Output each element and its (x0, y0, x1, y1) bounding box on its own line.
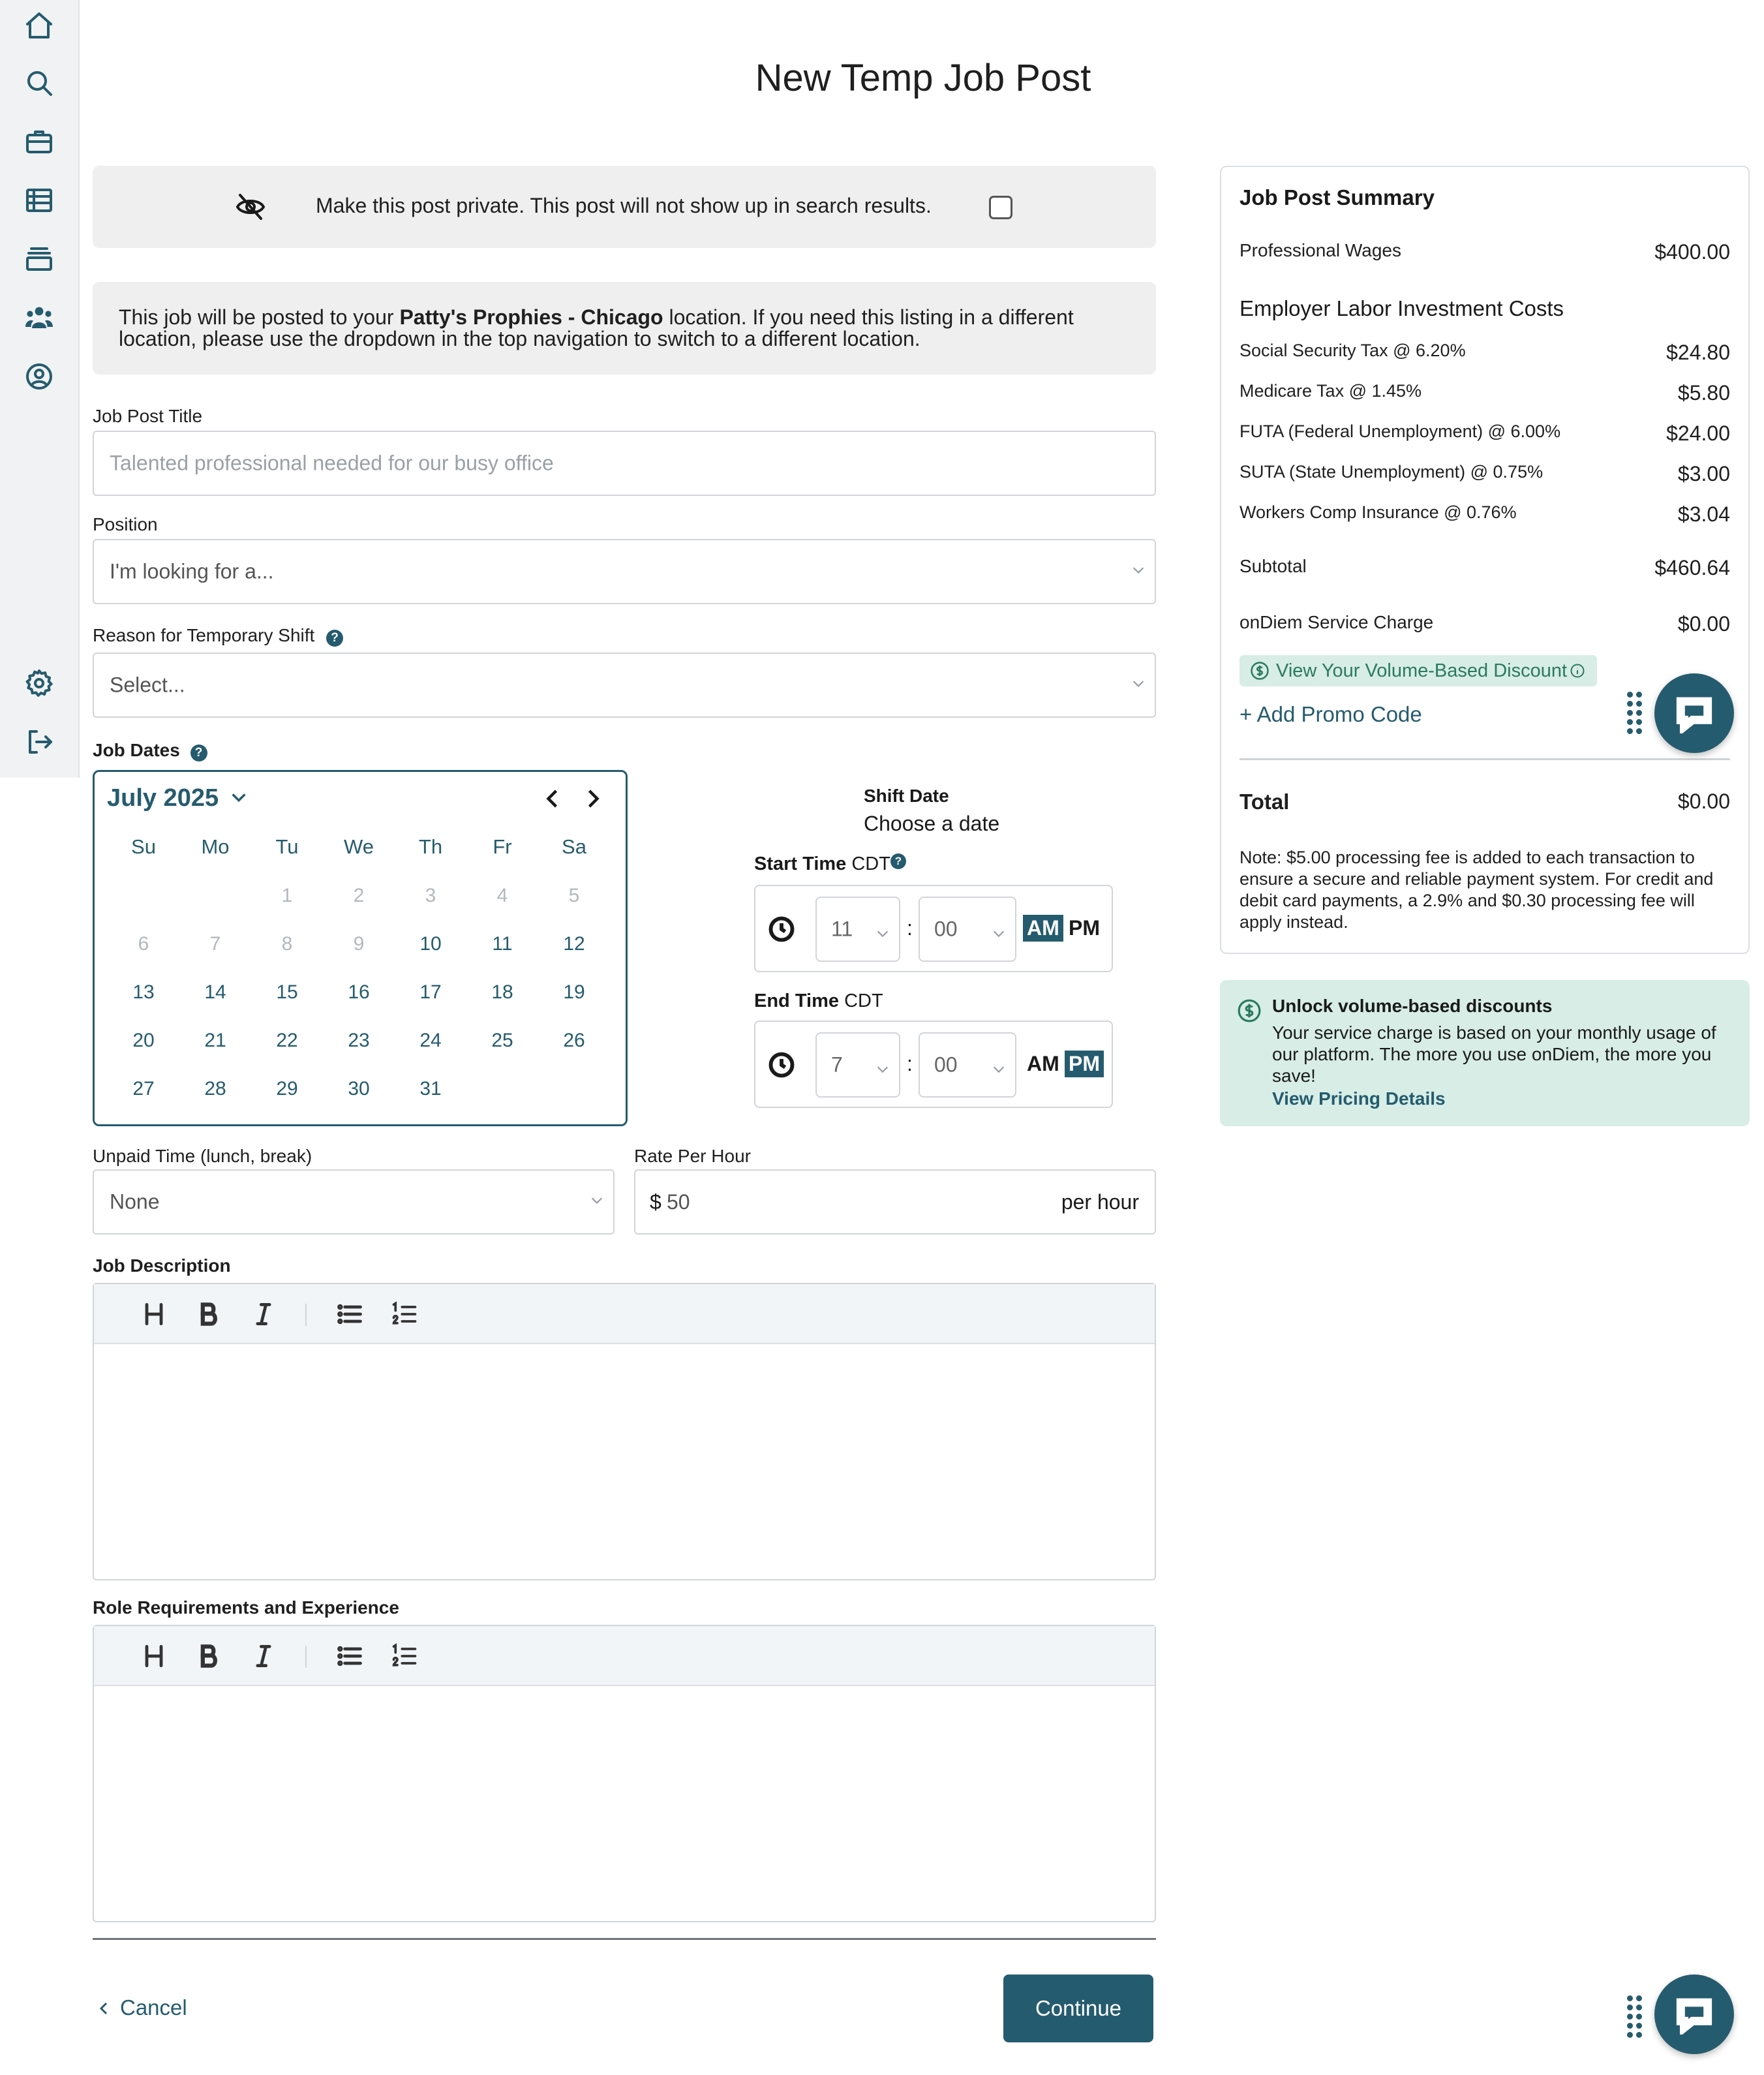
time-colon: : (907, 1052, 913, 1075)
toolbar-divider (305, 1646, 307, 1668)
location-notice-suffix: location. If you need this listing in a different location, please use the dropdown in the top navigation to switch to a different location. (119, 305, 1074, 350)
calendar-day[interactable]: 10 (419, 933, 442, 955)
role-requirements-editor[interactable] (93, 1625, 1156, 1922)
month-select[interactable] (107, 784, 248, 813)
chevron-down-icon (875, 922, 890, 936)
cost-row (1239, 502, 1730, 527)
team-icon[interactable] (20, 299, 58, 337)
rate-value: 50 (667, 1190, 690, 1214)
summary-divider (1239, 758, 1730, 760)
calendar-day: 8 (281, 933, 293, 955)
start-time-label (754, 853, 906, 875)
volume-discount-label: View Your Volume-Based Discount (1276, 660, 1568, 681)
shift-date-label: Shift Date (864, 786, 949, 806)
rate-suffix: per hour (1061, 1190, 1139, 1214)
footer-divider (93, 1938, 1156, 1940)
cost-label: Workers Comp Insurance @ 0.76% (1239, 502, 1517, 522)
calendar-day[interactable]: 14 (204, 981, 226, 1003)
logout-icon[interactable] (20, 723, 58, 761)
drag-handle-icon[interactable] (1627, 1995, 1645, 2038)
calendar-day[interactable]: 11 (492, 933, 513, 955)
calendar-day: 1 (281, 885, 293, 906)
start-time-tz: CDT (851, 853, 890, 874)
service-charge-label: onDiem Service Charge (1239, 612, 1434, 632)
briefcase-icon[interactable] (20, 123, 58, 161)
reason-select[interactable] (93, 653, 1156, 718)
calendar-day[interactable]: 29 (276, 1078, 298, 1099)
cost-amount: $5.80 (1677, 381, 1730, 405)
cost-amount: $24.00 (1666, 422, 1730, 445)
private-post-checkbox[interactable] (989, 196, 1012, 219)
month-label: July 2025 (107, 784, 219, 812)
rate-input[interactable] (634, 1169, 1156, 1235)
start-pm-toggle[interactable]: PM (1069, 916, 1100, 940)
view-pricing-link[interactable]: View Pricing Details (1272, 1088, 1446, 1109)
costs-heading: Employer Labor Investment Costs (1239, 296, 1564, 320)
cost-row (1239, 462, 1730, 486)
dollar-circle-icon (1237, 998, 1262, 1026)
eye-slash-icon (235, 191, 266, 223)
rate-label: Rate Per Hour (634, 1146, 751, 1166)
chevron-down-icon (875, 1058, 890, 1072)
job-dates-label (93, 740, 207, 761)
calendar-day: 9 (353, 933, 365, 955)
calendar-day: 2 (353, 885, 365, 906)
job-title-input[interactable] (93, 431, 1156, 496)
calendar-day[interactable]: 21 (204, 1030, 226, 1051)
reason-value: Select... (110, 673, 185, 697)
calendar-day: 3 (425, 885, 436, 906)
editor-toolbar (94, 1284, 1155, 1344)
total-label: Total (1239, 790, 1290, 814)
help-icon[interactable]: ? (190, 745, 207, 761)
clock-icon (767, 1051, 796, 1083)
stack-icon[interactable] (20, 240, 58, 278)
position-value: I'm looking for a... (110, 559, 274, 583)
numbered-list-icon[interactable] (390, 1300, 419, 1329)
end-minute-select[interactable] (919, 1032, 1016, 1098)
location-notice-prefix: This job will be posted to your (119, 305, 400, 329)
calendar-day[interactable]: 17 (419, 981, 442, 1003)
chevron-down-icon (230, 785, 248, 813)
bold-icon[interactable] (194, 1300, 223, 1329)
calendar-day: 7 (209, 933, 221, 955)
start-minute-value: 00 (934, 917, 958, 941)
calendar-day[interactable]: 26 (563, 1030, 585, 1051)
italic-icon[interactable] (249, 1300, 278, 1329)
job-description-editor[interactable] (93, 1283, 1156, 1580)
end-time-tz: CDT (844, 991, 883, 1011)
calendar-day[interactable]: 28 (204, 1078, 226, 1099)
user-circle-icon[interactable] (20, 358, 58, 395)
end-pm-toggle[interactable]: PM (1065, 1051, 1104, 1077)
cancel-button[interactable] (97, 1995, 187, 2021)
start-hour-select[interactable] (815, 897, 900, 962)
numbered-list-icon[interactable] (390, 1642, 419, 1670)
help-icon[interactable]: ? (326, 630, 343, 647)
service-charge-row (1239, 612, 1730, 636)
unpaid-time-value: None (110, 1190, 160, 1214)
calendar-day[interactable]: 19 (563, 981, 585, 1003)
banner-title: Unlock volume-based discounts (1272, 996, 1553, 1016)
cost-label: Medicare Tax @ 1.45% (1239, 381, 1422, 401)
calendar-day[interactable]: 20 (132, 1030, 155, 1051)
private-post-label: Make this post private. This post will not show up in search results. (316, 194, 932, 217)
start-minute-select[interactable] (919, 897, 1016, 962)
chevron-left-icon (541, 787, 565, 810)
clock-icon (767, 915, 796, 947)
cancel-label: Cancel (120, 1995, 187, 2020)
weekday-header: Mo (201, 835, 230, 858)
location-name: Patty's Prophies - Chicago (399, 305, 663, 329)
banner-body: Your service charge is based on your monthly usage of our platform. The more you use onDiem, the more you save! (1272, 1022, 1716, 1086)
reason-label-text: Reason for Temporary Shift (93, 625, 315, 645)
help-icon[interactable]: ? (890, 853, 906, 869)
chevron-left-icon (97, 1997, 112, 2021)
subtotal-row (1239, 556, 1730, 580)
cost-label: FUTA (Federal Unemployment) @ 6.00% (1239, 422, 1561, 441)
weekday-header: We (344, 835, 374, 858)
calendar-day: 5 (568, 885, 580, 906)
calendar-day[interactable]: 12 (563, 933, 585, 955)
cost-label: Social Security Tax @ 6.20% (1239, 341, 1466, 360)
total-row (1239, 790, 1730, 814)
service-charge-amount: $0.00 (1677, 612, 1730, 636)
chevron-down-icon (992, 922, 1006, 936)
bullet-list-icon[interactable] (335, 1642, 364, 1670)
heading-icon[interactable] (140, 1300, 168, 1329)
heading-icon[interactable] (140, 1642, 168, 1670)
end-time-picker (754, 1021, 1113, 1108)
end-time-label (754, 991, 883, 1012)
info-icon (1570, 663, 1585, 682)
chat-button[interactable] (1654, 1975, 1734, 2054)
chevron-right-icon (581, 787, 604, 810)
volume-discount-link[interactable] (1239, 655, 1597, 686)
weekday-header: Th (418, 835, 443, 858)
drag-handle-icon[interactable] (1627, 692, 1645, 735)
calendar-day: 4 (496, 885, 508, 906)
calendar-day[interactable]: 24 (419, 1030, 442, 1051)
bullet-list-icon[interactable] (335, 1300, 364, 1329)
end-hour-value: 7 (831, 1053, 843, 1077)
reason-label (93, 625, 343, 647)
unpaid-time-select[interactable] (93, 1169, 615, 1235)
unpaid-time-label: Unpaid Time (lunch, break) (93, 1146, 312, 1166)
wages-amount: $400.00 (1654, 240, 1730, 264)
cost-amount: $3.00 (1677, 462, 1730, 485)
end-minute-value: 00 (934, 1053, 958, 1077)
job-title-placeholder: Talented professional needed for our busy office (110, 451, 554, 475)
weekday-header: Sa (562, 835, 586, 858)
role-requirements-label: Role Requirements and Experience (93, 1597, 399, 1618)
position-label: Position (93, 514, 158, 534)
calendar-day[interactable]: 13 (132, 981, 155, 1003)
chevron-down-icon (590, 1193, 604, 1208)
shift-date-value: Choose a date (864, 812, 1000, 835)
weekday-header: Fr (493, 835, 512, 858)
processing-fee-note: Note: $5.00 processing fee is added to each transaction to ensure a secure and reliable payment system. For credit and debit card payments, a 2.9% and $0.30 processing fee will apply instead. (1239, 848, 1714, 932)
dollar-circle-icon (1250, 661, 1270, 684)
currency-symbol: $ (650, 1190, 662, 1214)
calendar-day[interactable]: 30 (348, 1078, 370, 1099)
wages-label: Professional Wages (1239, 240, 1401, 260)
wages-row (1239, 240, 1730, 264)
page-title: New Temp Job Post (755, 57, 1091, 99)
end-time-label-text: End Time (754, 991, 839, 1011)
cost-amount: $3.04 (1677, 502, 1730, 526)
job-dates-label-text: Job Dates (93, 740, 180, 760)
table-icon[interactable] (20, 181, 58, 219)
job-description-label: Job Description (93, 1255, 231, 1276)
cost-row (1239, 422, 1730, 446)
calendar-day[interactable]: 15 (276, 981, 298, 1003)
start-hour-value: 11 (831, 917, 853, 941)
job-title-label: Job Post Title (93, 406, 203, 426)
subtotal-label: Subtotal (1239, 556, 1307, 576)
chevron-down-icon (1131, 677, 1146, 691)
total-amount: $0.00 (1677, 790, 1730, 813)
cost-row (1239, 341, 1730, 365)
editor-toolbar (94, 1626, 1155, 1686)
start-am-toggle[interactable]: AM (1023, 915, 1063, 942)
subtotal-amount: $460.64 (1654, 556, 1730, 579)
calendar-day[interactable]: 25 (491, 1030, 513, 1051)
calendar-day[interactable]: 16 (348, 981, 370, 1003)
calendar-day[interactable]: 22 (276, 1030, 298, 1051)
location-notice (119, 307, 1123, 350)
calendar-day[interactable]: 18 (491, 981, 513, 1003)
chat-icon (1674, 1994, 1714, 2035)
italic-icon[interactable] (249, 1642, 278, 1670)
prev-month-button[interactable] (541, 787, 565, 814)
weekday-header: Su (131, 835, 156, 858)
start-time-picker (754, 885, 1113, 972)
cost-row (1239, 381, 1730, 405)
cost-label: SUTA (State Unemployment) @ 0.75% (1239, 462, 1543, 482)
calendar-day[interactable]: 23 (348, 1030, 370, 1051)
cost-amount: $24.80 (1666, 341, 1730, 364)
sidebar (0, 0, 80, 778)
chat-button[interactable] (1654, 673, 1734, 753)
end-hour-select[interactable] (815, 1032, 900, 1098)
continue-button[interactable]: Continue (1003, 1975, 1153, 2042)
position-select[interactable] (93, 539, 1156, 604)
gear-icon[interactable] (20, 664, 58, 702)
time-colon: : (907, 916, 913, 940)
add-promo-code-link[interactable]: + Add Promo Code (1239, 702, 1422, 726)
chevron-down-icon (992, 1058, 1006, 1072)
calendar-day: 6 (138, 933, 149, 955)
end-am-toggle[interactable]: AM (1027, 1052, 1059, 1075)
chevron-down-icon (1131, 563, 1146, 577)
home-icon[interactable] (20, 7, 58, 44)
calendar-day[interactable]: 31 (419, 1078, 442, 1099)
start-time-label-text: Start Time (754, 853, 847, 874)
bold-icon[interactable] (194, 1642, 223, 1670)
weekday-header: Tu (275, 835, 299, 858)
toolbar-divider (305, 1304, 307, 1326)
chat-icon (1674, 693, 1714, 733)
summary-title: Job Post Summary (1239, 185, 1435, 209)
next-month-button[interactable] (581, 787, 604, 814)
calendar-day[interactable]: 27 (132, 1078, 155, 1099)
